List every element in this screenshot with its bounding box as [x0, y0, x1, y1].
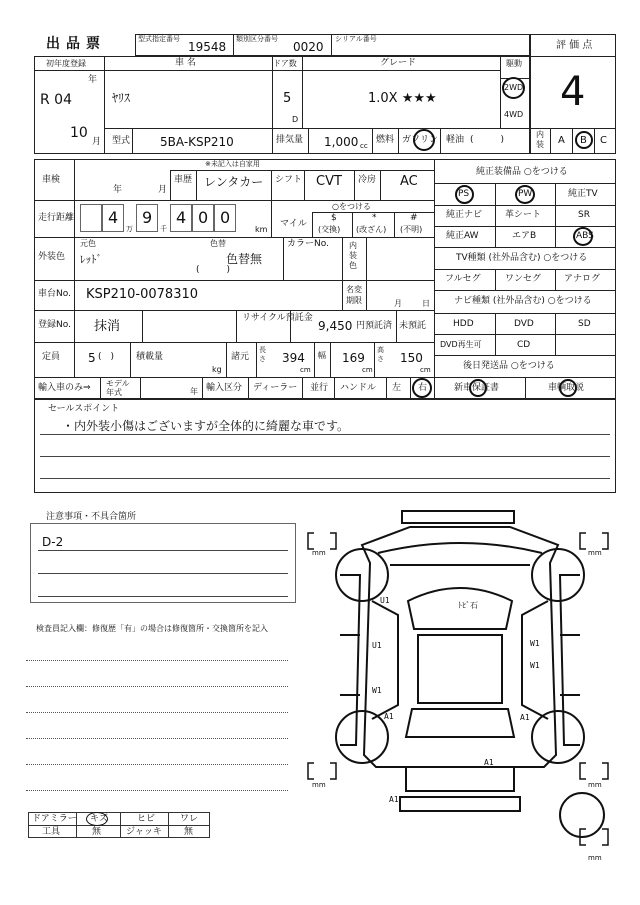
taka-cm: cm — [420, 366, 431, 374]
opt-abs-circle — [573, 227, 593, 246]
mark-a1-a: A1 — [384, 712, 394, 721]
heiko-label: 並行 — [310, 383, 329, 393]
reibo-value: AC — [400, 174, 418, 189]
soko-sen: 千 — [160, 225, 167, 233]
toroku-label: 登録No. — [38, 320, 71, 330]
ruibetsu-label: 類別区分番号 — [236, 35, 278, 43]
haba-cm: cm — [362, 366, 373, 374]
tbl-kogu-value: 無 — [92, 827, 102, 837]
kudo-label: 駆動 — [506, 59, 522, 68]
naga-label: 長さ — [259, 346, 266, 363]
shodo-label: 初年度登録 — [46, 59, 86, 68]
serial-label: シリアル番号 — [335, 35, 377, 43]
tv-analog: アナログ — [564, 274, 601, 284]
roof — [418, 635, 502, 703]
mitaku-label: 未預託 — [399, 321, 427, 331]
haikiryo-label: 排気量 — [276, 135, 304, 145]
soko-label: 走行距離 — [38, 213, 75, 223]
sekisai-kg: kg — [212, 365, 222, 374]
tbl-doormirror: ドアミラー — [32, 814, 77, 824]
shodo-era: R 04 — [40, 92, 72, 108]
chuui-box — [30, 523, 296, 603]
tbl-ware: ワレ — [180, 814, 199, 824]
koukan-sym: $ — [331, 213, 337, 223]
shift-value: CVT — [316, 174, 342, 189]
haikiryo-value: 1,000 — [324, 135, 359, 149]
shareki-value: レンタカー — [204, 175, 264, 189]
kojitsu-hoshosho: 新車保証書 — [454, 383, 500, 393]
recycle-value: 9,450 — [318, 319, 353, 333]
mm-fr: mm — [588, 549, 602, 557]
tv-title: TV種類 (社外品含む) ○をつける — [456, 253, 588, 263]
hyoka-label: 評 価 点 — [556, 40, 593, 51]
car-diagram — [300, 505, 620, 865]
shoen-label: 諸元 — [231, 352, 250, 362]
tv-fullseg: フルセグ — [445, 274, 481, 284]
mark-w1-b: W1 — [530, 639, 540, 648]
kudo-2wd: 2WD — [504, 83, 524, 92]
doors-value: 5 — [283, 91, 292, 106]
soko-km: km — [255, 225, 268, 234]
opt-junsei-navi: 純正ナビ — [446, 210, 483, 220]
opt-abs: ABS — [576, 231, 594, 241]
opt-ps-circle — [455, 185, 474, 204]
rear-trunk — [406, 767, 514, 791]
handle-migi: 右 — [418, 383, 428, 393]
naiso-c: C — [600, 135, 607, 146]
shamei-label: 車 名 — [175, 58, 196, 68]
wheel-rear-left — [336, 711, 388, 763]
doors-label: ドア数 — [273, 59, 297, 68]
teiin-value: 5 — [88, 351, 96, 365]
kojitsu-title: 後日発送品 ○をつける — [463, 361, 555, 371]
ruibetsu-value: 0020 — [293, 40, 324, 54]
shayo-note: ※未記入は自家用 — [205, 160, 260, 168]
daino-value: KSP210-0078310 — [86, 287, 199, 302]
yunyu-label: 輸入車のみ⇒ — [38, 383, 91, 393]
chuui-text: D-2 — [42, 535, 64, 549]
soko-wo-tsukeru: ○をつける — [332, 202, 371, 211]
kojitsu-torisetsu: 車輌取説 — [548, 383, 585, 393]
mark-a1-b: A1 — [520, 713, 530, 722]
opt-sr: SR — [578, 210, 590, 220]
tbl-hibi: ヒビ — [137, 814, 156, 824]
navi-dvd-play: DVD再生可 — [440, 340, 482, 349]
mm-rr: mm — [588, 781, 602, 789]
sales-text: ・内外装小傷はございますが全体的に綺麗な車です。 — [62, 419, 350, 433]
navi-cd: CD — [517, 340, 531, 350]
nenryo-value: ガソリン — [402, 135, 439, 145]
soko-digit-2: 9 — [142, 208, 153, 227]
soko-digit-1: 4 — [108, 208, 119, 227]
recycle-unit: 円預託済 — [356, 321, 393, 331]
tbl-kogu: 工具 — [42, 827, 61, 837]
navi-hdd: HDD — [453, 319, 474, 329]
rear-window — [406, 709, 514, 737]
kensa-label: 検査員記入欄：修復歴「有」の場合は修復箇所・交換箇所を記入 — [36, 624, 268, 633]
motoiro-label: 元色 — [80, 239, 96, 248]
mark-a1-d: A1 — [389, 795, 399, 804]
nenryo-label: 燃料 — [376, 135, 395, 145]
naga-value: 394 — [282, 351, 305, 365]
meigi-gatsu: 月 — [394, 299, 402, 308]
shaken-nen: 年 — [113, 185, 123, 195]
shodo-month: 10 — [70, 125, 88, 141]
teiin-paren: ( ) — [98, 352, 115, 362]
dealer-label: ディーラー — [253, 383, 298, 393]
soko-digit-3: 4 — [176, 208, 187, 227]
sales-label: セールスポイント — [48, 404, 120, 414]
body-outline — [362, 527, 558, 767]
naiso-b: B — [580, 135, 587, 146]
spare-tire — [560, 793, 604, 837]
form-title: 出品票 — [46, 36, 106, 52]
irogae-label: 色替 — [210, 239, 226, 248]
keiyu-label: 軽油 — [446, 135, 465, 145]
shaken-label: 車検 — [42, 175, 61, 185]
teiin-label: 定員 — [42, 352, 61, 362]
haikiryo-unit: cc — [360, 142, 368, 150]
mark-tobiishi: ﾄﾋﾞ石 — [458, 601, 478, 610]
opt-pw: PW — [518, 189, 533, 199]
soko-digit-4: 0 — [198, 208, 209, 227]
kudo-4wd: 4WD — [504, 110, 524, 119]
tbl-jack: ジャッキ — [126, 827, 162, 837]
taka-value: 150 — [400, 351, 423, 365]
chuui-label: 注意事項・不具合箇所 — [46, 512, 137, 522]
mm-spare: mm — [588, 854, 602, 862]
motoiro-value: ﾚｯﾄﾞ — [80, 253, 102, 266]
naga-cm: cm — [300, 366, 311, 374]
kaizan-sym: * — [372, 213, 377, 223]
naiso-label: 内装 — [536, 130, 544, 149]
colorno-label: カラーNo. — [287, 239, 329, 249]
shodo-tsuki: 月 — [92, 137, 102, 147]
hood-line — [378, 543, 542, 553]
fumei-label: (不明) — [400, 225, 423, 234]
tbl-jack-value: 無 — [184, 827, 194, 837]
tbl-kizu-circle — [86, 812, 108, 826]
mile-label: マイル — [280, 219, 307, 229]
haba-value: 169 — [342, 351, 365, 365]
shaken-tsuki: 月 — [158, 185, 168, 195]
soko-man: 万 — [126, 225, 133, 233]
gaisoshoku-label: 外装色 — [38, 252, 66, 262]
tbl-kizu: キズ — [90, 814, 108, 824]
doors-sub: D — [292, 115, 299, 124]
navi-dvd: DVD — [514, 319, 534, 329]
model-nen: 年 — [190, 387, 198, 396]
yunyu-kubun-label: 輸入区分 — [206, 383, 243, 393]
naiso-a: A — [558, 135, 565, 146]
keiyu-paren: ( ) — [470, 135, 505, 145]
mark-w1-a: W1 — [372, 686, 382, 695]
fumei-sym: # — [410, 213, 418, 223]
grade-label: グレード — [380, 58, 417, 68]
mark-u1-b: U1 — [372, 641, 382, 650]
meigi-nichi: 日 — [422, 299, 430, 308]
toroku-value: 抹消 — [94, 319, 121, 334]
opt-ps: PS — [458, 189, 470, 199]
rear-bumper — [400, 797, 520, 811]
mark-u1-a: U1 — [380, 596, 390, 605]
shamei-value: ﾔﾘｽ — [112, 91, 131, 105]
naiso-b-circle — [575, 131, 593, 149]
katashiki-value: 5BA-KSP210 — [160, 135, 234, 149]
katashiki-shitei-value: 19548 — [188, 40, 227, 54]
mark-w1-c: W1 — [530, 661, 540, 670]
reibo-label: 冷房 — [358, 175, 377, 185]
tv-oneseg: ワンセグ — [505, 274, 542, 284]
opt-junsei-aw: 純正AW — [446, 231, 479, 241]
opt-kawa-seat: 革シート — [505, 210, 542, 220]
nenryo-circle — [413, 129, 435, 151]
opt-air-b: エアB — [512, 231, 537, 241]
handle-label: ハンドル — [340, 383, 377, 393]
grade-value: 1.0X ★★★ — [368, 91, 437, 106]
meigi-label: 名変期限 — [346, 285, 362, 305]
daino-label: 車台No. — [38, 289, 71, 299]
taka-label: 高さ — [377, 346, 384, 363]
front-bumper — [402, 511, 514, 523]
irogae-value: 色替無 — [226, 252, 263, 266]
hyoka-value: 4 — [560, 69, 586, 115]
mm-fl: mm — [312, 549, 326, 557]
recycle-label: リサイクル預託金 — [242, 313, 313, 323]
handle-hidari: 左 — [392, 383, 402, 393]
opt-junsei-tv: 純正TV — [568, 189, 598, 199]
koukan-label: (交換) — [318, 225, 341, 234]
naisoshoku-label: 内装色 — [349, 241, 357, 270]
soko-box-0 — [80, 204, 102, 232]
wheel-rear-right — [532, 711, 584, 763]
opt-pw-circle — [515, 185, 535, 204]
kudo-2wd-circle — [502, 77, 525, 99]
kojitsu-hoshosho-circle — [469, 379, 487, 397]
junsei-title: 純正装備品 ○をつける — [476, 167, 568, 177]
navi-sd: SD — [578, 319, 591, 329]
navi-title: ナビ種類 (社外品含む) ○をつける — [454, 296, 592, 306]
katashiki-label: 型式 — [112, 136, 131, 146]
mark-a1-c: A1 — [484, 758, 494, 767]
shareki-label: 車歴 — [174, 175, 193, 185]
soko-digit-5: 0 — [220, 208, 231, 227]
sekisai-label: 積載量 — [136, 352, 164, 362]
model-label: モデル年式 — [106, 379, 130, 397]
haba-label: 幅 — [318, 351, 326, 360]
shodo-nen: 年 — [88, 75, 98, 85]
katashiki-shitei-label: 型式指定番号 — [138, 35, 180, 43]
irogae-paren: ( ) — [196, 265, 231, 275]
mm-rl: mm — [312, 781, 326, 789]
kaizan-label: (改ざん) — [356, 225, 387, 234]
shift-label: シフト — [275, 175, 303, 185]
handle-migi-circle — [412, 378, 432, 398]
kojitsu-torisetsu-circle — [559, 379, 577, 397]
